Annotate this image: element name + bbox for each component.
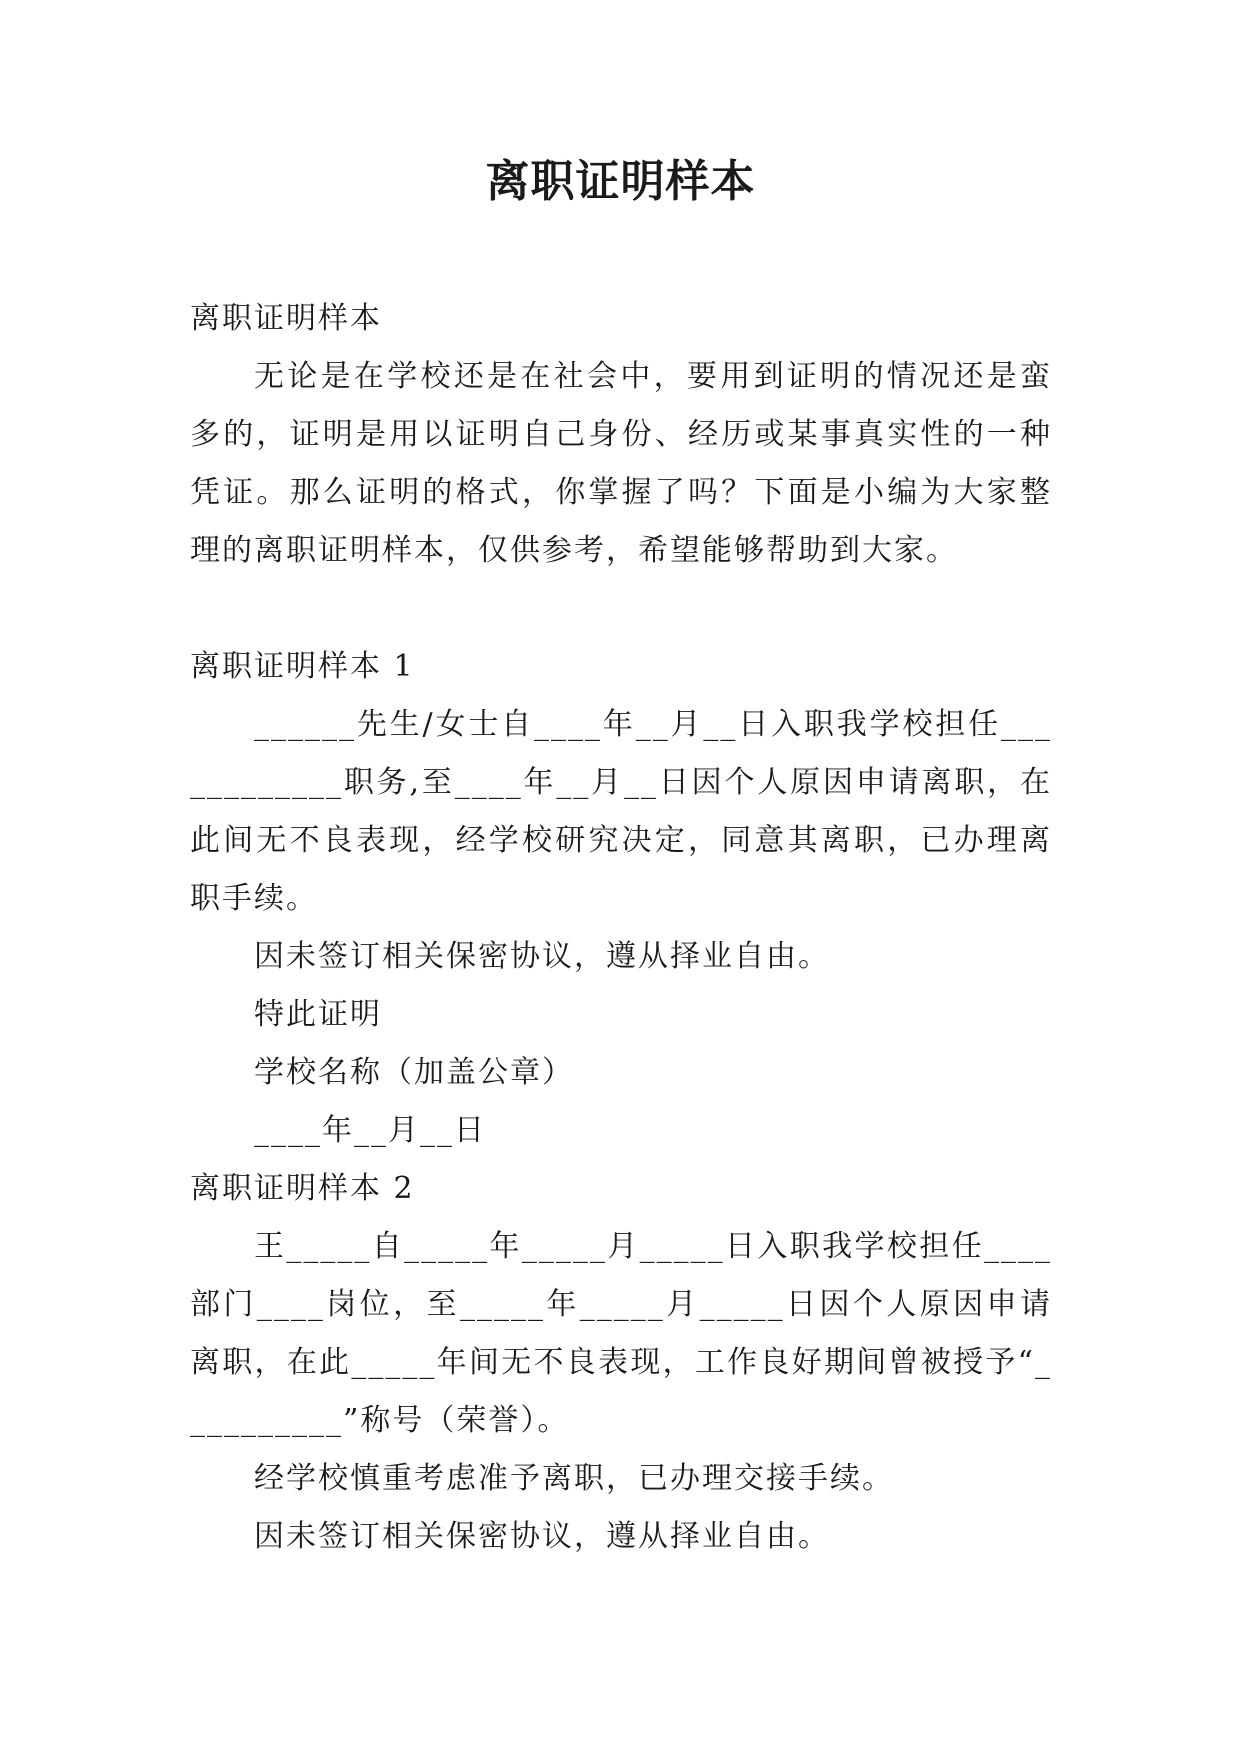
spacer (190, 580, 1052, 638)
sample1-heading: 离职证明样本 1 (190, 649, 415, 684)
sample1-paragraph: ______先生/女士自____年__月__日入职我学校担任____________职务,至____年__月__日因个人原因申请离职，在此间无不良表现，经学校研究决定，同意其离职，已办理离职手续。 (190, 707, 1052, 916)
sample1-confidentiality: 因未签订相关保密协议，遵从择业自由。 (254, 939, 830, 974)
document-title: 离职证明样本 (485, 156, 756, 207)
sample2-heading: 离职证明样本 2 (190, 1171, 415, 1206)
document-body (190, 290, 1052, 1566)
sample2-handover: 经学校慎重考虑准予离职，已办理交接手续。 (254, 1461, 894, 1496)
sample2-paragraph: 王_____自_____年_____月_____日入职我学校担任____部门____岗位，至_____年_____月_____日因个人原因申请离职，在此_____年间无不良表现，工作良好期间曾被授予“__________”称号（荣誉）。 (190, 1229, 1052, 1438)
section-heading: 离职证明样本 (190, 301, 382, 336)
sample1-school: 学校名称（加盖公章） (254, 1055, 574, 1090)
sample1-certify: 特此证明 (254, 997, 382, 1032)
intro-paragraph: 无论是在学校还是在社会中，要用到证明的情况还是蛮多的，证明是用以证明自己身份、经历或某事真实性的一种凭证。那么证明的格式，你掌握了吗？下面是小编为大家整理的离职证明样本，仅供参考，希望能够帮助到大家。 (190, 359, 1052, 568)
sample1-date: ____年__月__日 (254, 1113, 486, 1148)
sample2-confidentiality: 因未签订相关保密协议，遵从择业自由。 (254, 1519, 830, 1554)
